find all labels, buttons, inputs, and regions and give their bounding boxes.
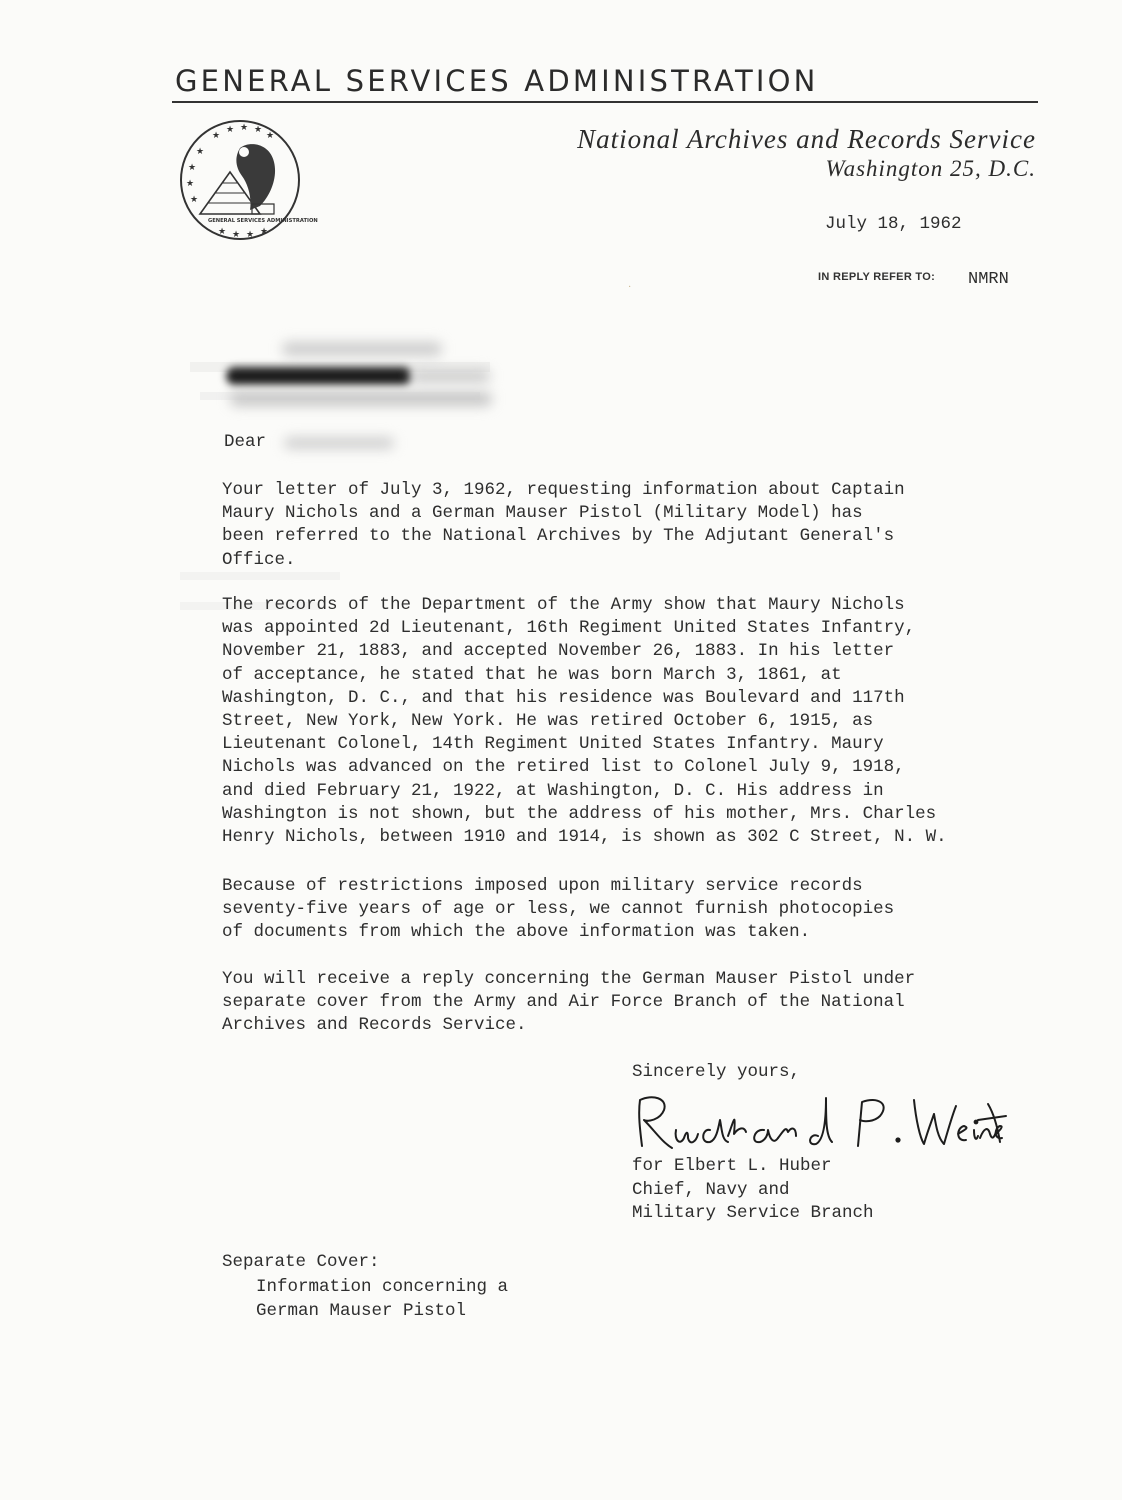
reply-refer-label: IN REPLY REFER TO:	[818, 271, 936, 283]
svg-text:★: ★	[240, 123, 249, 133]
svg-text:★: ★	[196, 147, 205, 157]
svg-text:★: ★	[188, 163, 197, 173]
svg-text:★: ★	[226, 125, 235, 135]
svg-text:★: ★	[254, 125, 263, 135]
service-city: Washington 25, D.C.	[825, 156, 1036, 181]
svg-text:★: ★	[232, 230, 241, 240]
letterhead-rule	[172, 101, 1038, 103]
svg-text:★: ★	[212, 131, 221, 141]
service-name: National Archives and Records Service	[577, 124, 1036, 154]
svg-text:★: ★	[190, 195, 199, 205]
svg-text:★: ★	[186, 179, 195, 189]
svg-text:★: ★	[260, 227, 269, 237]
gsa-seal-icon	[178, 118, 318, 242]
seal-text: GENERAL SERVICES ADMINISTRATION	[208, 218, 318, 224]
letter-date: July 18, 1962	[825, 214, 962, 234]
reply-refer-code: NMRN	[968, 270, 1009, 289]
signer-line-3: Military Service Branch	[632, 1203, 874, 1223]
handwritten-signature	[628, 1090, 1008, 1156]
svg-text:★: ★	[218, 227, 227, 237]
signer-line-1: for Elbert L. Huber	[632, 1156, 832, 1176]
body-paragraph-4: You will receive a reply concerning the German Mauser Pistol under separate cover from the Army and Air Force Branch of the National Archives and Records Service.	[222, 969, 916, 1036]
signature-block	[632, 1155, 874, 1226]
body-paragraph-1: Your letter of July 3, 1962, requesting information about Captain Maury Nichols and a German Mauser Pistol (Military Model) has been referred to the National Archives by The Adjutant General's Office.	[222, 480, 905, 570]
svg-text:★: ★	[266, 131, 275, 141]
salutation: Dear	[224, 432, 267, 452]
svg-text:★: ★	[246, 230, 255, 240]
separate-cover-title: Separate Cover:	[222, 1252, 380, 1272]
separate-cover-item: Information concerning a German Mauser Pistol	[256, 1277, 509, 1321]
signer-line-2: Chief, Navy and	[632, 1179, 790, 1200]
paper-speck: ·	[628, 282, 632, 293]
closing: Sincerely yours,	[632, 1062, 801, 1082]
agency-name: GENERAL SERVICES ADMINISTRATION	[175, 64, 819, 98]
body-paragraph-2: The records of the Department of the Army show that Maury Nichols was appointed 2d Lieutenant, 16th Regiment United States Infantry, November 21, 1883, and accepted November 26, 1883. In his letter of acceptance, he stated that he was born March 3, 1861, at Washington, D. C., and that his residence was Boulevard and 117th Street, New York, New York. He was retired October 6, 1915, as Lieutenant Colonel, 14th Regiment United States Infantry. Maury Nichols was advanced on the retired list to Colonel July 9, 1918, and died February 21, 1922, at Washington, D. C. His address in Washington is not shown, but the address of his mother, Mrs. Charles Henry Nichols, between 1910 and 1914, is shown as 302 C Street, N. W.	[222, 595, 947, 848]
body-paragraph-3: Because of restrictions imposed upon military service records seventy-five years of age or less, we cannot furnish photocopies of documents from which the above information was taken.	[222, 876, 895, 943]
